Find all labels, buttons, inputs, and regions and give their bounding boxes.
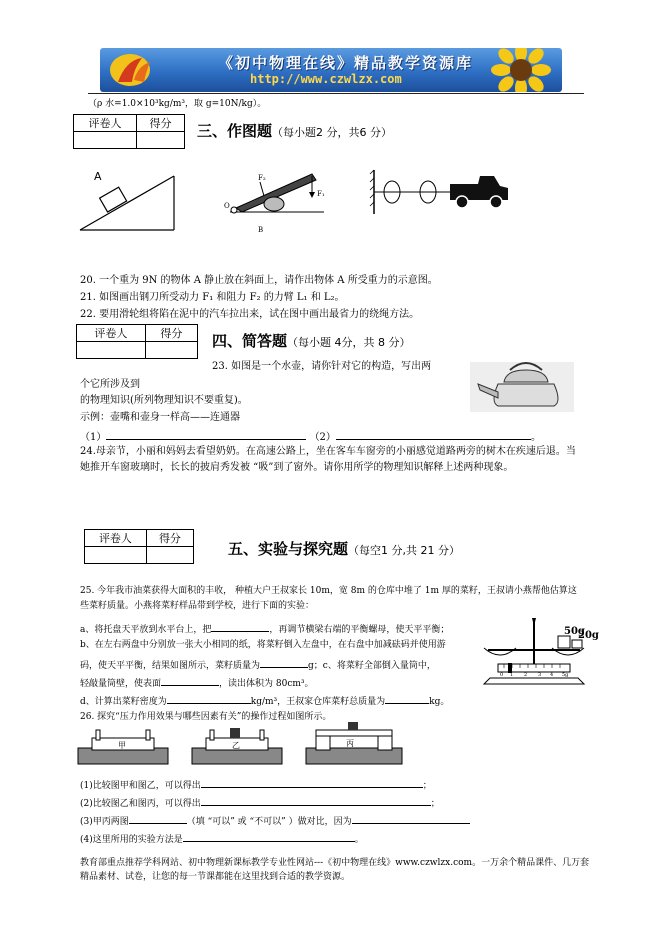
- step-a: [80, 620, 449, 637]
- top-note: （ρ 水=1.0×10³kg/m³，取 g=10N/kg）。: [88, 99, 267, 109]
- header-banner: [100, 48, 562, 92]
- fig-label-bing: 丙: [346, 739, 354, 748]
- weight-label-20g: 20g: [578, 630, 599, 641]
- label-o: O: [224, 202, 230, 210]
- answer-blanks-23: [80, 428, 541, 445]
- experiment-fig-yi: [192, 724, 282, 764]
- incline-figure: [78, 168, 188, 238]
- experiment-fig-bing: [306, 720, 402, 764]
- scale-4: 4: [550, 672, 554, 678]
- section-5-title: 五、实验与探究题: [228, 540, 349, 558]
- question-21: 21. 如图画出钢刀所受动力 F₁ 和阻力 F₂ 的力臂 L₁ 和 L₂。: [80, 292, 345, 303]
- grader-cell: 评卷人: [74, 115, 137, 132]
- step-c-line2: [80, 674, 314, 691]
- period-4: 。: [354, 835, 364, 845]
- score-table-4: [76, 324, 198, 359]
- section-4-points: （每小题 4分，共 8 分）: [287, 336, 411, 349]
- grader-blank[interactable]: [74, 132, 137, 149]
- banner-title: 《初中物理在线》精品教学资源库: [218, 54, 474, 72]
- grader-cell: 评卷人: [85, 530, 147, 547]
- blank-1-label: （1）: [80, 432, 107, 443]
- section-3-title: 三、作图题: [197, 122, 273, 140]
- step-d-text2: kg/m³，王叔家仓库菜籽总质量为: [250, 697, 386, 707]
- scale-0: 0: [500, 672, 504, 678]
- score-blank[interactable]: [145, 342, 197, 359]
- label-b: B: [258, 226, 264, 234]
- scale-1: 1: [510, 672, 514, 678]
- pulley-truck-figure: [370, 168, 530, 218]
- section-5-heading: [228, 538, 460, 559]
- step-c-text: g；c、将菜籽全部倒入量筒中，: [308, 661, 436, 671]
- answer-blank-1[interactable]: [106, 428, 306, 440]
- question-22: 22. 要用滑轮组将陷在泥中的汽车拉出来，试在图中画出最省力的绕绳方法。: [80, 309, 420, 320]
- grader-blank[interactable]: [77, 342, 146, 359]
- section-3-points: （每小题2 分，共6 分）: [272, 126, 393, 139]
- banner-url[interactable]: http://www.czwlzx.com: [250, 72, 402, 86]
- experiment-fig-jia: [78, 728, 168, 764]
- sub-question-3-text2: （填 “可以” 或 “不可以” ）做对比，因为: [186, 817, 352, 827]
- fig-label-jia: 甲: [118, 741, 126, 750]
- section-4-title: 四、简答题: [212, 332, 288, 350]
- step-a-text2: ，再调节横梁右端的平衡螺母，使天平平衡；: [269, 625, 450, 635]
- grader-cell: 评卷人: [77, 325, 146, 342]
- sub-question-4: [80, 830, 364, 847]
- period: 。: [530, 432, 541, 443]
- section-3-heading: [197, 120, 392, 141]
- cutter-figure: [224, 166, 334, 238]
- score-table-3: [73, 114, 185, 149]
- step-d: [80, 692, 449, 709]
- score-cell: 得分: [145, 325, 197, 342]
- sub-question-3: [80, 812, 470, 829]
- score-blank[interactable]: [146, 547, 193, 564]
- total-mass-blank[interactable]: [385, 692, 429, 704]
- step-a-blank[interactable]: [211, 620, 269, 632]
- score-table-5: [84, 529, 194, 564]
- question-23-line1: 23. 如图是一个水壶，请你针对它的构造，写出两: [212, 361, 432, 372]
- sunflower-icon: [492, 48, 550, 92]
- scale-2: 2: [524, 672, 528, 678]
- density-blank[interactable]: [167, 692, 251, 704]
- blank-2-label: （2）: [309, 432, 336, 443]
- header-rule: [88, 93, 584, 94]
- score-blank[interactable]: [137, 132, 185, 149]
- mass-blank[interactable]: [260, 656, 308, 668]
- page-footer: 教育部重点推荐学科网站、初中物理新课标教学专业性网站---《初中物理在线》www.czwlzx.com。一万余个精品课件、几万套精品素材、试卷，让您的每一节课都能在这里找到合适的教学资源。: [80, 858, 590, 882]
- label-f2: F₂: [258, 174, 266, 182]
- volume-text: ，读出体积为 80cm³。: [219, 679, 314, 689]
- example-line: 示例：壶嘴和壶身一样高——连通器: [80, 412, 240, 423]
- sub-question-4-text: (4)这里所用的实验方法是: [80, 835, 183, 845]
- semicolon-2: ；: [430, 799, 440, 809]
- scale-3: 3: [538, 672, 542, 678]
- question-23-line2: 个它所涉及到: [80, 379, 140, 390]
- answer-blank-2[interactable]: [336, 428, 531, 440]
- step-d-text3: kg。: [429, 697, 450, 707]
- question-25: 25. 今年我市油菜获得大面积的丰收， 种植大户王叔家长 10m，宽 8m 的仓库中堆了 1m 厚的菜籽，王叔请小燕帮他估算这些菜籽质量。小燕将菜籽样品带到学校，进行下面的实验：: [80, 586, 577, 611]
- sub-question-3-text: (3)甲丙两图: [80, 817, 129, 827]
- label-a: A: [94, 170, 102, 183]
- question-20: 20. 一个重为 9N 的物体 A 静止放在斜面上，请作出物体 A 所受重力的示意图。: [80, 275, 438, 286]
- step-d-text1: d、计算出菜籽密度为: [80, 697, 167, 707]
- semicolon-1: ；: [422, 781, 432, 791]
- grader-blank[interactable]: [85, 547, 147, 564]
- site-logo-icon: [108, 52, 160, 88]
- scale-5g: 5g: [562, 672, 569, 678]
- reason-blank[interactable]: [352, 812, 470, 824]
- sub-question-2-text: (2)比较图乙和图丙，可以得出: [80, 799, 201, 809]
- sub-question-1: [80, 776, 432, 793]
- question-24: 24.母亲节，小丽和妈妈去看望奶奶。在高速公路上，坐在客车车窗旁的小丽感觉道路两旁的树木在疾速后退。当她推开车窗玻璃时，长长的披肩秀发被 “吸”到了窗外。请你用所学的物理知识解释上述两种现象。: [80, 446, 576, 473]
- question-26: 26. 探究“压力作用效果与哪些因素有关”的操作过程如图所示。: [80, 712, 332, 722]
- conclusion-blank-1[interactable]: [201, 776, 423, 788]
- step-b-text: 码，使天平平衡，结果如图所示，菜籽质量为: [80, 661, 261, 671]
- step-b-line2: [80, 656, 436, 673]
- sub-question-2: [80, 794, 440, 811]
- surface-blank[interactable]: [161, 674, 219, 686]
- score-cell: 得分: [137, 115, 185, 132]
- method-blank[interactable]: [183, 830, 355, 842]
- section-4-heading: [212, 330, 411, 351]
- step-c-text2: 轻敲量筒壁，使表面: [80, 679, 162, 689]
- conclusion-blank-2[interactable]: [201, 794, 431, 806]
- balance-figure: [478, 614, 599, 692]
- step-b-line1: b、在左右两盘中分别放一张大小相同的纸，将菜籽倒入左盘中，在右盘中加减砝码并使用游: [80, 640, 446, 650]
- question-23-line3: 的物理知识(所列物理知识不要重复)。: [80, 395, 248, 406]
- can-cannot-blank[interactable]: [129, 812, 187, 824]
- sub-question-1-text: (1)比较图甲和图乙，可以得出: [80, 781, 201, 791]
- label-f1: F₁: [317, 190, 325, 198]
- kettle-figure: [470, 362, 574, 412]
- section-5-points: （每空1 分,共 21 分）: [348, 544, 460, 557]
- weight-label-50g: 50g: [564, 626, 585, 637]
- step-a-text1: a、将托盘天平放到水平台上，把: [80, 625, 212, 635]
- score-cell: 得分: [146, 530, 193, 547]
- fig-label-yi: 乙: [232, 741, 240, 750]
